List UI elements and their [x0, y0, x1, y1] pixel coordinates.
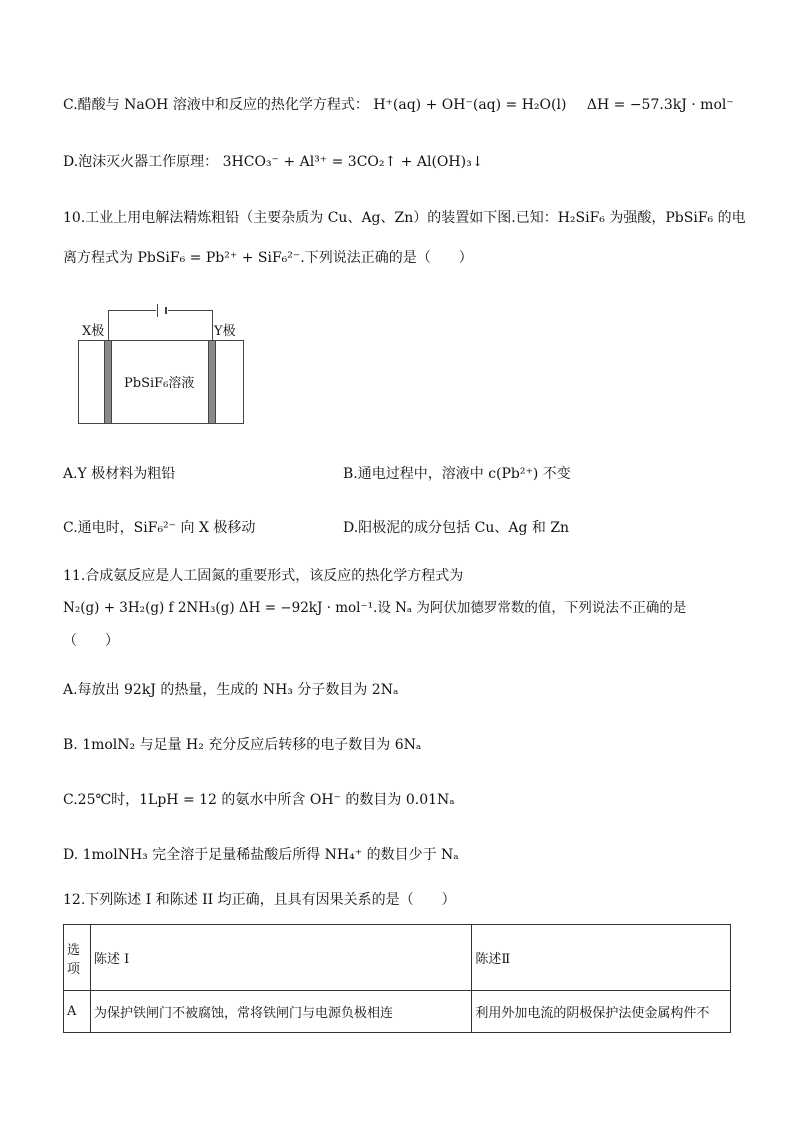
question-11-line-2: N₂(g) + 3H₂(g) f 2NH₃(g) ΔH = −92kJ · mol⁻¹.设 Nₐ 为阿伏加德罗常数的值，下列说法不正确的是: [63, 600, 687, 616]
line-option-d: [63, 152, 483, 172]
option-c-prefix: C.醋酸与 NaOH 溶液中和反应的热化学方程式：: [63, 97, 369, 113]
question-11-option-a: A.每放出 92kJ 的热量，生成的 NH₃ 分子数目为 2Nₐ: [63, 682, 399, 698]
wire: [168, 310, 213, 311]
table-cell: A: [64, 991, 91, 1033]
option-d-prefix: D.泡沫灭火器工作原理：: [63, 154, 219, 170]
header-cell-statement-1: 陈述 I: [90, 925, 471, 991]
header-cell-statement-2: 陈述Ⅱ: [472, 925, 731, 991]
question-10-line-2: 离方程式为 PbSiF₆ = Pb²⁺ + SiF₆²⁻.下列说法正确的是（ ）: [63, 250, 473, 266]
battery-icon: [165, 307, 167, 314]
table-cell: 为保护铁闸门不被腐蚀，常将铁闸门与电源负极相连: [90, 991, 471, 1033]
question-10-option-c: C.通电时，SiF₆²⁻ 向 X 极移动: [63, 520, 256, 536]
question-10-option-a: A.Y 极材料为粗铅: [63, 466, 176, 482]
wire: [212, 310, 213, 340]
solution-label: PbSiF₆溶液: [124, 376, 195, 391]
question-11-option-b: B. 1molN₂ 与足量 H₂ 充分反应后转移的电子数目为 6Nₐ: [63, 737, 422, 753]
question-11-line-3: （ ）: [63, 633, 119, 649]
option-d-equation: 3HCO₃⁻ + Al³⁺ = 3CO₂↑ + Al(OH)₃↓: [222, 154, 484, 170]
question-10-option-b: B.通电过程中，溶液中 c(Pb²⁺) 不变: [343, 466, 571, 482]
x-electrode-label: X极: [82, 324, 105, 339]
battery-icon: [157, 304, 158, 317]
statement-table: [63, 924, 731, 1033]
question-10-line-1: 10.工业上用电解法精炼粗铅（主要杂质为 Cu、Ag、Zn）的装置如下图.已知：H₂SiF₆ 为强酸，PbSiF₆ 的电: [63, 210, 746, 226]
question-10-option-d: D.阳极泥的成分包括 Cu、Ag 和 Zn: [343, 520, 570, 536]
y-electrode: [208, 340, 216, 424]
question-12-stem: 12.下列陈述 I 和陈述 II 均正确，且具有因果关系的是（ ）: [63, 892, 456, 908]
y-electrode-label: Y极: [214, 324, 236, 339]
option-c-enthalpy: ΔH = −57.3kJ · mol⁻: [586, 97, 734, 113]
question-11-line-1: 11.合成氨反应是人工固氮的重要形式，该反应的热化学方程式为: [63, 568, 464, 584]
wire: [108, 310, 109, 340]
table-header-row: [64, 925, 731, 991]
question-11-option-c: C.25℃时，1LpH = 12 的氨水中所含 OH⁻ 的数目为 0.01Nₐ: [63, 792, 455, 808]
option-c-equation: H⁺(aq) + OH⁻(aq) = H₂O(l): [373, 97, 567, 113]
x-electrode: [104, 340, 112, 424]
table-row: [64, 991, 731, 1033]
line-option-c: [63, 95, 734, 115]
table-cell: 利用外加电流的阴极保护法使金属构件不: [472, 991, 731, 1033]
wire: [108, 310, 156, 311]
electrolysis-diagram: [78, 306, 258, 426]
header-cell-option: 选项: [64, 925, 91, 991]
question-11-option-d: D. 1molNH₃ 完全溶于足量稀盐酸后所得 NH₄⁺ 的数目少于 Nₐ: [63, 847, 459, 863]
